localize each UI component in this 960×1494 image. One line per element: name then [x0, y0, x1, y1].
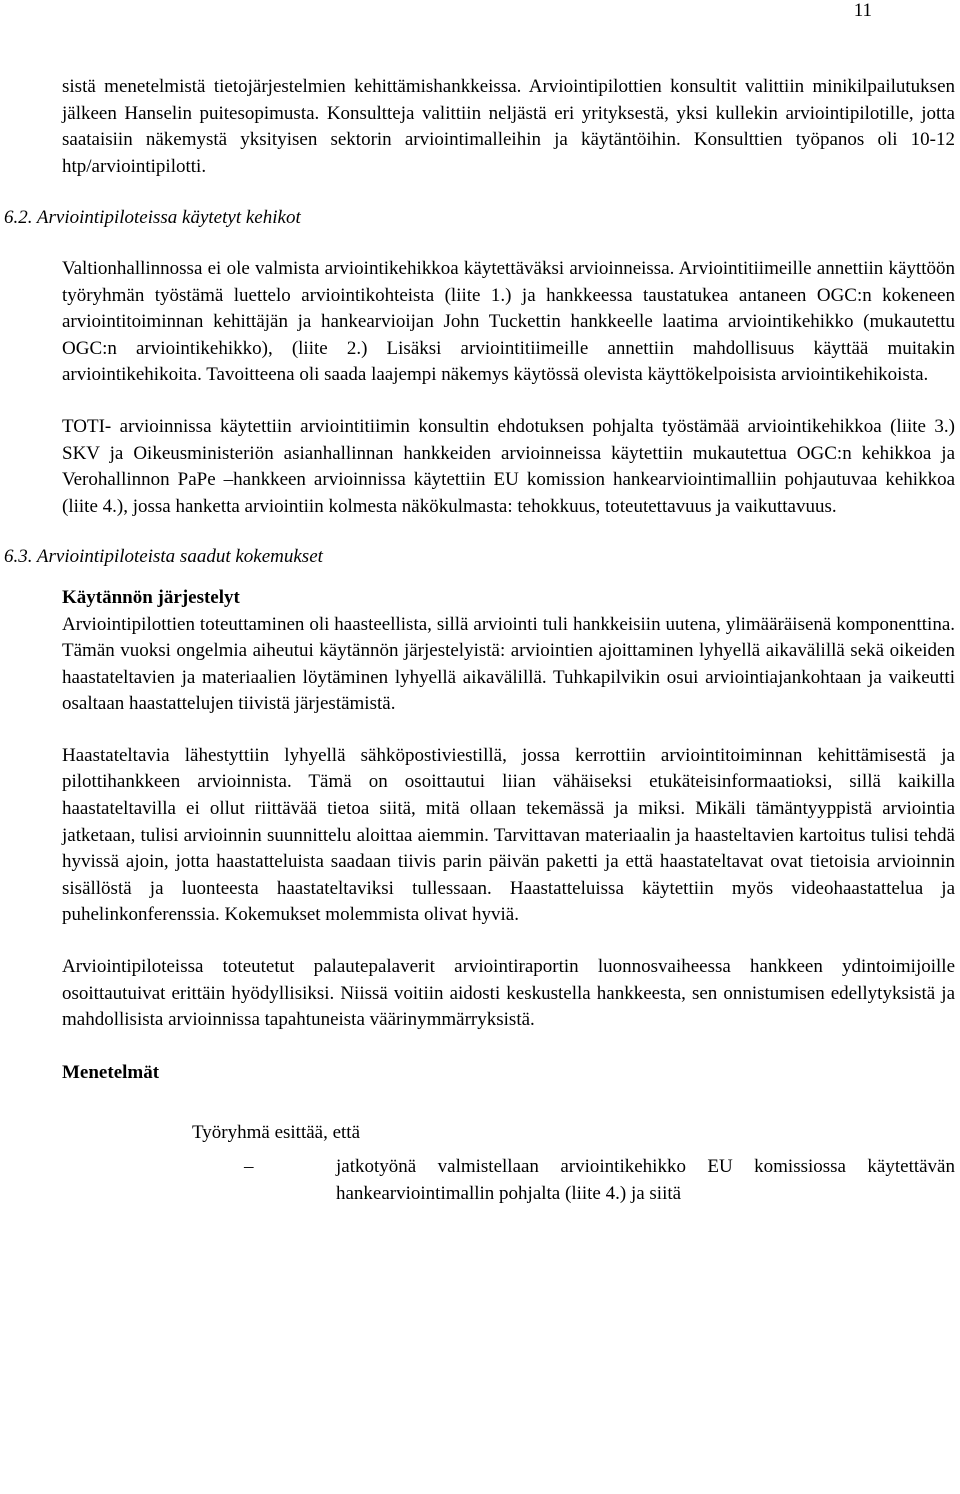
section-6-3-paragraph-2: Haastateltavia lähestyttiin lyhyellä sähköpostiviestillä, jossa kerrottiin arviointitoiminnan kehittämisestä ja pilottihankkeen arvioinnista. Tämä on osoittautui liian vähäiseksi etukäteisinformaatioksi, sillä kaikilla haastateltavilla ei ollut riittävää tietoa siitä, mitä ollaan tekemässä ja miksi. Mikäli tämäntyyppistä arviointia jatketaan, tulisi arvioinnin suunnittelu aloittaa aiemmin. Tarvittavan materiaalin ja haasteltavien kartoitus tulisi tehdä hyvissä ajoin, jotta haastatteluista saadaan tiivis parin päivän paketti ja että haastateltavat ovat tietoisia arvioinnin sisällöstä ja luonteesta haastateltaviksi tullessaan. Haastatteluissa käytettiin myös videohaastattelua ja puhelinkonferenssia. Kokemukset molemmista olivat hyviä.: [62, 744, 955, 926]
section-heading-6-2: 6.2. Arviointipiloteissa käytetyt kehikot: [4, 207, 301, 229]
document-body: [4, 74, 955, 1207]
subheading-kaytannon-jarjestelyt: Käytännön järjestelyt: [62, 586, 240, 608]
page-number: 11: [853, 0, 872, 21]
section-6-3-paragraph-1: Arviointipilottien toteuttaminen oli haasteellista, sillä arviointi tuli hankkeisiin uutena, ylimääräisenä komponenttina. Tämän vuoksi ongelmia aiheutui käytännön järjestelyistä: arviointien ajoittaminen lyhyellä aikavälillä sekä oikeiden haastateltavien ja materiaalien löytäminen lyhyellä aikavälillä. Tuhkapilvikin osui arviointiajankohtaan ja vaikeutti osaltaan haastattelujen tiivistä järjestämistä.: [62, 613, 955, 715]
section-6-2-paragraph-2: TOTI- arvioinnissa käytettiin arviointitiimin konsultin ehdotuksen pohjalta työstämää arviointikehikkoa (liite 3.) SKV ja Oikeusministeriön asianhallinnan hankkeiden arvioinneissa käytettiin mukautettua OGC:n kehikkoa ja Verohallinnon PaPe –hankkeen arvioinnissa käytettiin EU komission hankearviointimalliin pohjautuvaa kehikkoa (liite 4.), jossa hanketta arviointiin kolmesta näkökulmasta: tehokkuus, toteutettavuus ja vaikuttavuus.: [62, 415, 955, 517]
intro-paragraph: sistä menetelmistä tietojärjestelmien kehittämishankkeissa. Arviointipilottien konsultit valittiin minikilpailutuksen jälkeen Hanselin puitesopimusta. Konsultteja valittiin neljästä eri yrityksestä, yksi kullekin arviointipilotille, jotta saataisiin näkemystä yksityisen sektorin arviointimalleihin ja käytäntöihin. Konsulttien työpanos oli 10-12 htp/arviointipilotti.: [62, 76, 955, 177]
list-item-text: jatkotyönä valmistellaan arviointikehikko EU komissiossa käytettävän hankearviointimallin pohjalta (liite 4.) ja siitä: [336, 1156, 955, 1204]
list-item: [244, 1154, 955, 1207]
working-group-proposal-intro: Työryhmä esittää, että: [192, 1122, 361, 1144]
section-heading-6-3: 6.3. Arviointipiloteista saadut kokemukset: [4, 546, 323, 568]
dash-bullet: –: [244, 1156, 254, 1177]
section-6-3-paragraph-3: Arviointipiloteissa toteutetut palautepalaverit arviointiraportin luonnosvaiheessa hankkeen ydintoimijoille osoittautuivat erittäin hyödyllisiksi. Niissä voitiin aidosti keskustella hankkeesta, sen onnistumisen edellytyksistä ja mahdollisista arvioinnissa tapahtuneista väärinymmärryksistä.: [62, 956, 955, 1031]
subheading-menetelmat: Menetelmät: [62, 1061, 160, 1083]
section-6-2-paragraph-1: Valtionhallinnossa ei ole valmista arviointikehikkoa käytettäväksi arvioinneissa. Arviointitiimeille annettiin käyttöön työryhmän työstämä luettelo arviointikohteista (liite 1.) ja hankkeessa taustatukea antaneen OGC:n kokeneen arviointitoiminnan kehittäjän ja hankearvioijan John Tuckettin hankkeelle laatima arviointikehikko (mukautettu OGC:n arviointikehikko), (liite 2.) Lisäksi arviointitiimeille annettiin mahdollisuus käyttää muitakin arviointikehikoita. Tavoitteena oli saada laajempi näkemys käytössä olevista käyttökelpoisista arviointikehikoista.: [62, 257, 955, 386]
